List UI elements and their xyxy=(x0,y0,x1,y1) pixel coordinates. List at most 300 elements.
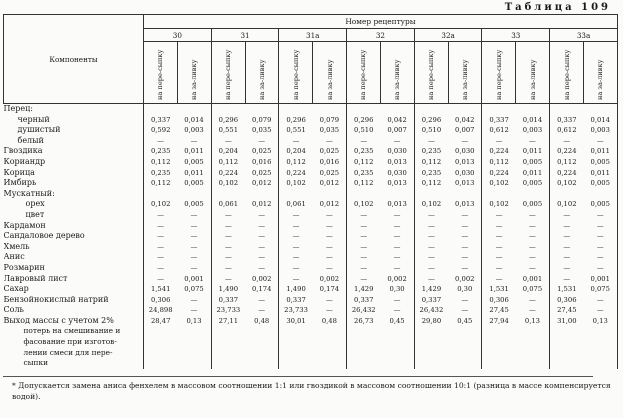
cell-value: 0,079 xyxy=(245,115,279,126)
cell-value: — xyxy=(583,305,617,316)
cell-value: 27,45 xyxy=(489,306,509,315)
cell-value xyxy=(347,358,381,369)
table-row xyxy=(4,295,618,306)
cell-value xyxy=(380,189,414,200)
cell-value: — xyxy=(448,231,482,242)
cell-value: — xyxy=(516,295,550,306)
cell-value: — xyxy=(563,274,571,283)
cell-value: 0,075 xyxy=(516,284,550,295)
cell-value: 0,296 xyxy=(354,115,374,124)
cell-value: — xyxy=(360,210,368,219)
cell-value: — xyxy=(224,221,232,230)
cell-value xyxy=(550,104,584,115)
cell-value: 0,296 xyxy=(218,115,239,124)
cell-value xyxy=(516,348,550,359)
row-label: Кардамон xyxy=(4,221,144,232)
row-label: лении смеси для пере- xyxy=(4,348,144,359)
cell-value: 0,102 xyxy=(150,200,171,209)
cell-value xyxy=(245,358,279,369)
cell-value: 0,174 xyxy=(245,284,279,295)
cell-value: — xyxy=(583,242,617,253)
cell-value: 1,429 xyxy=(354,285,374,294)
cell-value: 0,224 xyxy=(218,168,239,177)
cell-value: — xyxy=(157,253,165,262)
cell-value: — xyxy=(583,295,617,306)
cell-value xyxy=(482,348,516,359)
cell-value: 0,025 xyxy=(313,146,347,157)
cell-value xyxy=(380,348,414,359)
cell-value: — xyxy=(448,221,482,232)
table-row xyxy=(4,168,618,179)
cell-value xyxy=(211,326,245,337)
cell-value: 26,432 xyxy=(419,306,444,315)
row-label: черный xyxy=(4,115,144,126)
subheader-sprinkle: на пере-сыпку xyxy=(347,42,381,104)
table-row xyxy=(4,326,618,337)
cell-value: 0,014 xyxy=(177,115,211,126)
cell-value: — xyxy=(428,274,435,283)
cell-value xyxy=(177,104,211,115)
cell-value: 0,016 xyxy=(245,157,279,168)
cell-value: 29,80 xyxy=(421,316,442,325)
cell-value: — xyxy=(448,305,482,316)
row-label: Гвоздика xyxy=(4,146,144,157)
table-row xyxy=(4,136,618,147)
cell-value: — xyxy=(177,221,211,232)
cell-value: — xyxy=(177,252,211,263)
cell-value: 0,102 xyxy=(489,200,509,209)
cell-value xyxy=(583,358,617,369)
cell-value: — xyxy=(313,263,347,274)
table-row xyxy=(4,104,618,115)
row-label: Бензойнокислый натрий xyxy=(4,295,144,306)
cell-value: 26,73 xyxy=(354,316,374,325)
cell-value: 0,030 xyxy=(448,146,482,157)
cell-value: 0,011 xyxy=(583,168,617,179)
cell-value: 0,011 xyxy=(583,146,617,157)
subheader-pour: на за-ливку xyxy=(516,42,550,104)
cell-value xyxy=(380,337,414,348)
cell-value xyxy=(583,337,617,348)
cell-value: — xyxy=(292,136,300,145)
table-row xyxy=(4,146,618,157)
cell-value xyxy=(347,348,381,359)
cell-value: — xyxy=(360,136,368,145)
recipe-number: 30 xyxy=(144,29,212,42)
cell-value: 0,011 xyxy=(516,168,550,179)
cell-value: — xyxy=(448,263,482,274)
cell-value xyxy=(516,104,550,115)
table-row xyxy=(4,125,618,136)
cell-value xyxy=(313,348,347,359)
cell-value: 0,204 xyxy=(218,147,239,156)
cell-value xyxy=(583,326,617,337)
cell-value: 0,002 xyxy=(245,274,279,285)
cell-value: 0,112 xyxy=(218,157,239,166)
row-label: Лавровый лист xyxy=(4,274,144,285)
cell-value: 26,432 xyxy=(351,306,376,315)
cell-value: 30,01 xyxy=(286,316,306,325)
cell-value xyxy=(279,337,313,348)
cell-value: 0,235 xyxy=(421,168,442,177)
cell-value: — xyxy=(157,221,165,230)
cell-value: — xyxy=(516,136,550,147)
cell-value xyxy=(583,104,617,115)
cell-value xyxy=(144,189,178,200)
cell-value: 0,337 xyxy=(218,295,239,304)
cell-value xyxy=(211,348,245,359)
table-row xyxy=(4,231,618,242)
cell-value xyxy=(347,326,381,337)
cell-value: 0,003 xyxy=(583,125,617,136)
cell-value: 0,510 xyxy=(354,126,374,135)
cell-value: 0,306 xyxy=(150,295,171,304)
cell-value: 0,551 xyxy=(218,126,239,135)
cell-value: — xyxy=(177,305,211,316)
cell-value: 0,224 xyxy=(489,147,509,156)
cell-value: — xyxy=(313,221,347,232)
row-label: Хмель xyxy=(4,242,144,253)
cell-value: 0,030 xyxy=(380,146,414,157)
cell-value: 0,30 xyxy=(380,284,414,295)
cell-value: — xyxy=(245,252,279,263)
cell-value: — xyxy=(495,242,503,251)
cell-value: — xyxy=(448,252,482,263)
cell-value: 0,003 xyxy=(177,125,211,136)
cell-value: 0,13 xyxy=(583,316,617,327)
cell-value: — xyxy=(448,210,482,221)
cell-value: 0,45 xyxy=(380,316,414,327)
cell-value: 0,13 xyxy=(177,316,211,327)
cell-value: 0,102 xyxy=(557,200,577,209)
cell-value: — xyxy=(516,252,550,263)
cell-value: — xyxy=(428,210,435,219)
subheader-sprinkle: на пере-сыпку xyxy=(414,42,448,104)
cell-value: 0,001 xyxy=(583,274,617,285)
subheader-sprinkle: на пере-сыпку xyxy=(211,42,245,104)
cell-value: — xyxy=(380,221,414,232)
cell-value: — xyxy=(313,252,347,263)
cell-value xyxy=(144,326,178,337)
row-label: цвет xyxy=(4,210,144,221)
cell-value: — xyxy=(157,136,165,145)
cell-value: 0,011 xyxy=(516,146,550,157)
cell-value: — xyxy=(563,210,571,219)
row-label: орех xyxy=(4,199,144,210)
cell-value: 0,012 xyxy=(245,178,279,189)
cell-value: — xyxy=(360,263,368,272)
cell-value: 0,035 xyxy=(245,125,279,136)
cell-value: 0,005 xyxy=(516,178,550,189)
cell-value xyxy=(245,104,279,115)
cell-value xyxy=(347,189,381,200)
cell-value xyxy=(144,348,178,359)
cell-value: — xyxy=(313,210,347,221)
cell-value xyxy=(177,337,211,348)
subheader-pour: на за-ливку xyxy=(177,42,211,104)
cell-value: 0,042 xyxy=(448,115,482,126)
cell-value: 0,005 xyxy=(583,199,617,210)
cell-value: 0,007 xyxy=(448,125,482,136)
footnote-divider xyxy=(3,376,593,377)
cell-value: — xyxy=(583,210,617,221)
cell-value: — xyxy=(380,242,414,253)
table-row xyxy=(4,316,618,327)
cell-value: — xyxy=(292,210,300,219)
row-label: Мускатный: xyxy=(4,189,144,200)
row-label: Выход массы с учетом 2% xyxy=(4,316,144,327)
cell-value: 0,112 xyxy=(557,157,577,166)
cell-value: 0,112 xyxy=(489,157,509,166)
cell-value: 0,235 xyxy=(354,147,374,156)
table-caption: Таблица 109 xyxy=(504,2,611,13)
cell-value: 0,224 xyxy=(489,168,509,177)
cell-value: — xyxy=(245,136,279,147)
cell-value xyxy=(516,326,550,337)
cell-value: 0,079 xyxy=(313,115,347,126)
cell-value: 0,112 xyxy=(150,157,171,166)
cell-value xyxy=(448,337,482,348)
cell-value xyxy=(313,189,347,200)
cell-value: — xyxy=(583,221,617,232)
cell-value: — xyxy=(157,263,165,272)
cell-value: 0,296 xyxy=(286,115,306,124)
cell-value: 0,102 xyxy=(557,179,577,188)
cell-value: — xyxy=(516,210,550,221)
table-row xyxy=(4,252,618,263)
cell-value: — xyxy=(292,253,300,262)
cell-value: 0,102 xyxy=(421,200,442,209)
cell-value: 23,733 xyxy=(216,306,241,315)
cell-value: 0,30 xyxy=(448,284,482,295)
cell-value: — xyxy=(245,221,279,232)
cell-value xyxy=(245,337,279,348)
cell-value xyxy=(380,326,414,337)
cell-value xyxy=(414,358,448,369)
cell-value: 0,011 xyxy=(177,168,211,179)
cell-value: 0,013 xyxy=(380,157,414,168)
cell-value xyxy=(279,189,313,200)
cell-value: — xyxy=(177,242,211,253)
cell-value xyxy=(279,358,313,369)
cell-value: — xyxy=(177,295,211,306)
cell-value xyxy=(380,358,414,369)
cell-value xyxy=(313,358,347,369)
table-row xyxy=(4,221,618,232)
cell-value: 0,112 xyxy=(421,179,442,188)
components-header: Компоненты xyxy=(4,15,144,104)
cell-value: 0,612 xyxy=(557,126,577,135)
cell-value: — xyxy=(224,253,232,262)
cell-value: — xyxy=(245,295,279,306)
cell-value: 0,001 xyxy=(516,274,550,285)
cell-value: 0,174 xyxy=(313,284,347,295)
cell-value: 0,592 xyxy=(150,126,171,135)
cell-value: — xyxy=(313,295,347,306)
cell-value: 0,013 xyxy=(380,199,414,210)
cell-value: — xyxy=(360,232,368,241)
cell-value: 1,490 xyxy=(286,285,306,294)
subheader-sprinkle: на пере-сыпку xyxy=(482,42,516,104)
cell-value xyxy=(347,104,381,115)
cell-value: 0,014 xyxy=(583,115,617,126)
cell-value: 0,025 xyxy=(245,168,279,179)
cell-value: 1,531 xyxy=(557,285,577,294)
subheader-sprinkle: на пере-сыпку xyxy=(144,42,178,104)
cell-value: 0,035 xyxy=(313,125,347,136)
cell-value xyxy=(177,358,211,369)
cell-value: — xyxy=(177,210,211,221)
cell-value xyxy=(177,348,211,359)
row-label: Имбирь xyxy=(4,178,144,189)
cell-value: — xyxy=(495,253,503,262)
cell-value xyxy=(482,104,516,115)
recipe-number: 32 xyxy=(347,29,415,42)
cell-value xyxy=(211,104,245,115)
cell-value: — xyxy=(224,232,232,241)
subheader-pour: на за-ливку xyxy=(245,42,279,104)
cell-value xyxy=(550,348,584,359)
row-label: потерь на смешивание и xyxy=(4,326,144,337)
table-row xyxy=(4,337,618,348)
row-label: белый xyxy=(4,136,144,147)
cell-value: 0,337 xyxy=(489,115,509,124)
cell-value xyxy=(583,348,617,359)
cell-value xyxy=(414,337,448,348)
cell-value: 0,112 xyxy=(421,157,442,166)
cell-value: — xyxy=(224,263,232,272)
cell-value: 1,531 xyxy=(489,285,509,294)
row-label: фасование при изготов- xyxy=(4,337,144,348)
cell-value: 0,002 xyxy=(313,274,347,285)
cell-value: — xyxy=(224,210,232,219)
cell-value: 0,011 xyxy=(177,146,211,157)
cell-value: 23,733 xyxy=(284,306,308,315)
cell-value xyxy=(313,104,347,115)
cell-value: — xyxy=(495,263,503,272)
cell-value: 0,235 xyxy=(354,168,374,177)
cell-value xyxy=(414,189,448,200)
cell-value: — xyxy=(428,232,435,241)
cell-value: 0,102 xyxy=(286,179,306,188)
row-label: сыпки xyxy=(4,358,144,369)
subheader-pour: на за-ливку xyxy=(313,42,347,104)
cell-value xyxy=(482,337,516,348)
cell-value: 0,296 xyxy=(421,115,442,124)
cell-value: — xyxy=(313,136,347,147)
cell-value xyxy=(482,326,516,337)
cell-value xyxy=(482,358,516,369)
cell-value: — xyxy=(428,253,435,262)
subheader-pour: на за-ливку xyxy=(448,42,482,104)
cell-value xyxy=(177,189,211,200)
cell-value xyxy=(550,326,584,337)
recipe-number: 31а xyxy=(279,29,347,42)
subheader-sprinkle: на пере-сыпку xyxy=(550,42,584,104)
cell-value xyxy=(550,337,584,348)
cell-value xyxy=(211,337,245,348)
cell-value: — xyxy=(563,263,571,272)
cell-value: — xyxy=(360,242,368,251)
cell-value xyxy=(414,348,448,359)
cell-value: — xyxy=(516,263,550,274)
cell-value xyxy=(414,326,448,337)
cell-value: 0,510 xyxy=(421,126,442,135)
cell-value xyxy=(448,189,482,200)
cell-value xyxy=(144,337,178,348)
table-row xyxy=(4,157,618,168)
cell-value: — xyxy=(516,305,550,316)
cell-value: 0,337 xyxy=(557,115,577,124)
cell-value: 0,002 xyxy=(448,274,482,285)
cell-value: 0,013 xyxy=(448,199,482,210)
cell-value xyxy=(583,189,617,200)
cell-value: 0,102 xyxy=(218,179,239,188)
cell-value: 0,48 xyxy=(313,316,347,327)
cell-value: — xyxy=(583,136,617,147)
cell-value: 0,061 xyxy=(286,200,306,209)
cell-value: 0,061 xyxy=(218,200,239,209)
cell-value: — xyxy=(313,305,347,316)
cell-value: 0,002 xyxy=(380,274,414,285)
cell-value: — xyxy=(380,231,414,242)
cell-value: 0,005 xyxy=(583,178,617,189)
cell-value: 0,075 xyxy=(583,284,617,295)
cell-value: — xyxy=(495,221,503,230)
cell-value: — xyxy=(245,305,279,316)
cell-value: 28,47 xyxy=(150,316,171,325)
cell-value: 0,48 xyxy=(245,316,279,327)
cell-value xyxy=(279,348,313,359)
row-label: Корица xyxy=(4,168,144,179)
cell-value: — xyxy=(245,263,279,274)
row-label: Розмарин xyxy=(4,263,144,274)
cell-value: — xyxy=(495,136,503,145)
cell-value: 0,204 xyxy=(286,147,306,156)
cell-value: 0,007 xyxy=(380,125,414,136)
table-row xyxy=(4,284,618,295)
cell-value: 0,235 xyxy=(421,147,442,156)
cell-value: 0,224 xyxy=(557,168,577,177)
cell-value xyxy=(516,358,550,369)
cell-value xyxy=(448,104,482,115)
row-label: Соль xyxy=(4,305,144,316)
cell-value: 0,025 xyxy=(313,168,347,179)
table-row xyxy=(4,210,618,221)
cell-value: — xyxy=(177,136,211,147)
cell-value: — xyxy=(157,210,165,219)
cell-value: — xyxy=(448,242,482,253)
row-label: Кориандр xyxy=(4,157,144,168)
subheader-sprinkle: на пере-сыпку xyxy=(279,42,313,104)
cell-value xyxy=(550,358,584,369)
cell-value: — xyxy=(245,210,279,221)
cell-value: — xyxy=(428,221,435,230)
cell-value: 27,45 xyxy=(557,306,577,315)
table-row xyxy=(4,115,618,126)
cell-value: — xyxy=(360,274,368,283)
cell-value xyxy=(144,104,178,115)
cell-value: 0,012 xyxy=(245,199,279,210)
cell-value xyxy=(279,104,313,115)
cell-value: 0,337 xyxy=(150,115,171,124)
table-row xyxy=(4,178,618,189)
table-row xyxy=(4,199,618,210)
cell-value: — xyxy=(495,210,503,219)
cell-value xyxy=(211,358,245,369)
cell-value: — xyxy=(583,263,617,274)
cell-value: — xyxy=(583,252,617,263)
